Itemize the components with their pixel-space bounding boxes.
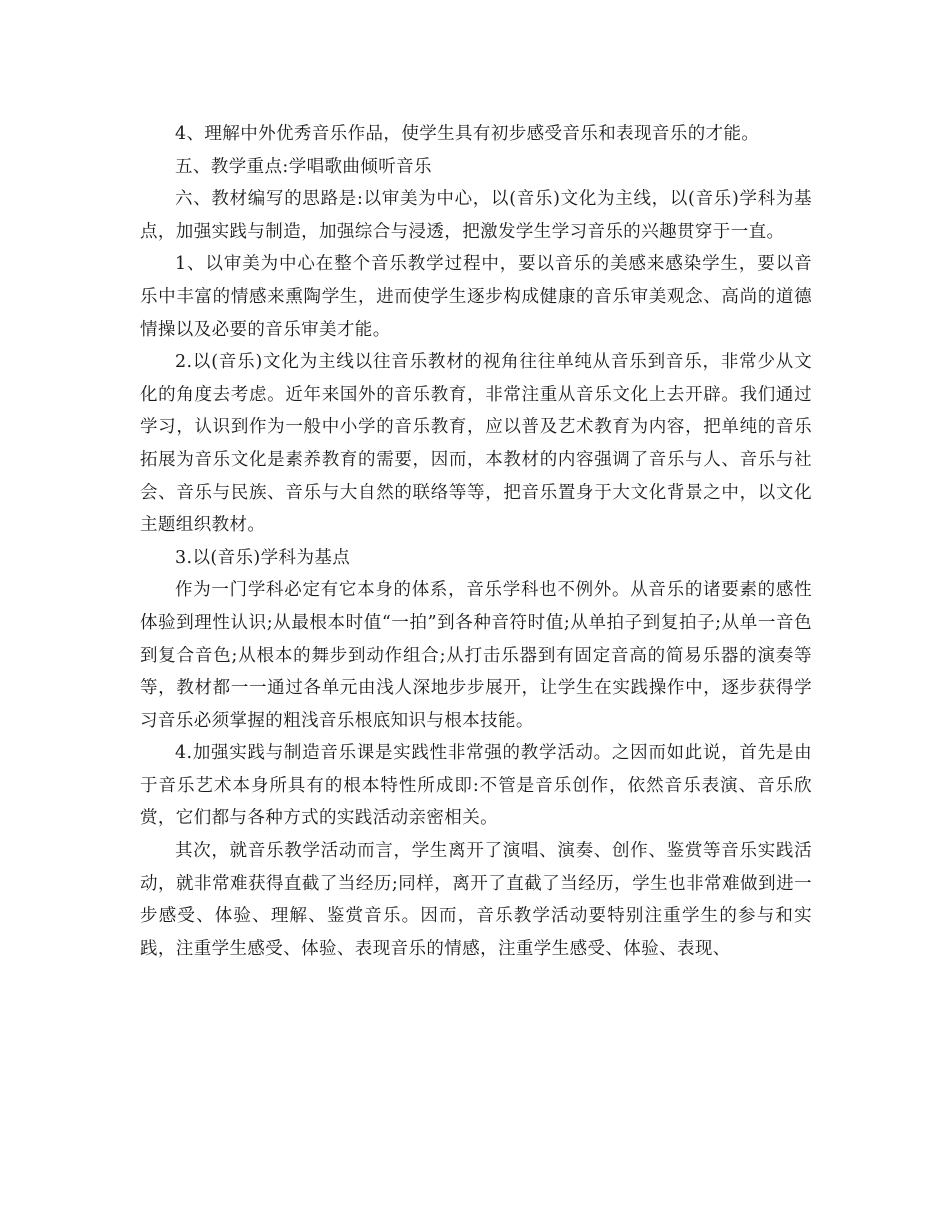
paragraph-objective-4: 4、理解中外优秀音乐作品，使学生具有初步感受音乐和表现音乐的才能。 — [175, 124, 760, 144]
paragraph-practice-creation: 4.加强实践与制造音乐课是实践性非常强的教学活动。之因而如此说，首先是由于音乐艺术本身所具有的根本特性所成即:不管是音乐创作，依然音乐表演、音乐欣赏，它们都与各种方式的实践活动亲密相关。 — [140, 743, 812, 829]
paragraph-aesthetics-center: 1、以审美为中心在整个音乐教学过程中，要以音乐的美感来感染学生，要以音乐中丰富的情感来熏陶学生，进而使学生逐步构成健康的音乐审美观念、高尚的道德情操以及必要的音乐审美才能。 — [140, 254, 812, 340]
paragraph-discipline-heading: 3.以(音乐)学科为基点 — [175, 547, 351, 568]
paragraph-discipline-system: 作为一门学科必定有它本身的体系，音乐学科也不例外。从音乐的诸要素的感性体验到理性认识;从最根本时值“一拍”到各种音符时值;从单拍子到复拍子;从单一音色到复合音色;从根本的舞步到动作组合;从打击乐器到有固定音高的简易乐器的演奏等等，教材都一一通过各单元由浅人深地步步展开，让学生在实践操作中，逐步获得学习音乐必须掌握的粗浅音乐根底知识与根本技能。 — [140, 580, 812, 731]
paragraph-secondly: 其次，就音乐教学活动而言，学生离开了演唱、演奏、创作、鉴赏等音乐实践活动，就非常难获得直截了当经历;同样，离开了直截了当经历，学生也非常难做到进一步感受、体验、理解、鉴赏音乐。因而，音乐教学活动要特别注重学生的参与和实践，注重学生感受、体验、表现音乐的情感，注重学生感受、体验、表现、 — [140, 841, 812, 959]
document-body — [140, 118, 812, 965]
paragraph-culture-mainline: 2.以(音乐)文化为主线以往音乐教材的视角往往单纯从音乐到音乐，非常少从文化的角度去考虑。近年来国外的音乐教育，非常注重从音乐文化上去开辟。我们通过学习，认识到作为一般中小学的音乐教育，应以普及艺术教育为内容，把单纯的音乐拓展为音乐文化是素养教育的需要，因而，本教材的内容强调了音乐与人、音乐与社会、音乐与民族、音乐与大自然的联络等等，把音乐置身于大文化背景之中，以文化主题组织教材。 — [140, 352, 812, 536]
paragraph-teaching-focus: 五、教学重点:学唱歌曲倾听音乐 — [175, 156, 432, 177]
paragraph-textbook-approach: 六、教材编写的思路是:以审美为中心，以(音乐)文化为主线，以(音乐)学科为基点，加强实践与制造，加强综合与浸透，把激发学生学习音乐的兴趣贯穿于一直。 — [140, 189, 812, 242]
